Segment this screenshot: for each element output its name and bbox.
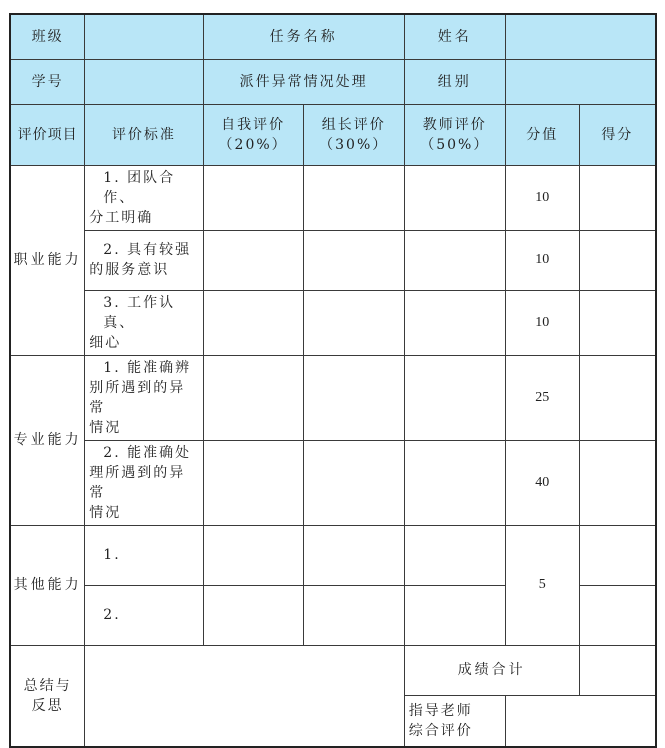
table-row <box>10 290 656 355</box>
leader-eval-cell[interactable] <box>303 230 404 290</box>
col-header-criteria: 评价标准 <box>85 104 203 165</box>
points-cell: 40 <box>505 440 579 525</box>
student-id-label: 学号 <box>10 59 85 104</box>
leader-eval-cell[interactable] <box>303 355 404 440</box>
summary-reflection-field[interactable] <box>85 645 404 747</box>
col-header-points: 分值 <box>505 104 579 165</box>
criterion-line: 别所遇到的异常 <box>89 379 186 416</box>
class-value-field[interactable] <box>85 14 203 59</box>
group-label-professional-ability: 职业能力 <box>10 165 85 355</box>
score-cell[interactable] <box>579 355 656 440</box>
table-row <box>10 525 656 585</box>
criterion-line: 2. 具有较强 <box>103 242 192 258</box>
group-label: 组别 <box>404 59 505 104</box>
teacher-comment-line: 指导老师 <box>408 702 473 719</box>
group-label-other-ability: 其他能力 <box>10 525 85 645</box>
criterion-line: 1. 团队合作、 <box>103 169 176 206</box>
total-score-cell[interactable] <box>579 645 656 695</box>
teacher-eval-label: 教师评价 <box>422 116 487 133</box>
col-header-leader-eval <box>303 104 404 165</box>
summary-label-line: 总结与 <box>23 677 72 694</box>
teacher-eval-cell[interactable] <box>404 585 505 645</box>
criterion-line: 细心 <box>89 334 122 351</box>
self-eval-cell[interactable] <box>203 230 303 290</box>
criterion-line: 情况 <box>89 419 122 436</box>
name-value-field[interactable] <box>505 14 656 59</box>
col-header-teacher-eval <box>404 104 505 165</box>
criterion-line: 的服务意识 <box>89 262 170 278</box>
score-cell[interactable] <box>579 525 656 585</box>
self-eval-cell[interactable] <box>203 525 303 585</box>
leader-eval-label: 组长评价 <box>321 116 386 133</box>
teacher-eval-cell[interactable] <box>404 165 505 230</box>
points-cell: 25 <box>505 355 579 440</box>
score-cell[interactable] <box>579 585 656 645</box>
points-cell: 10 <box>505 290 579 355</box>
table-row <box>10 440 656 525</box>
teacher-eval-weight: （50%） <box>420 136 490 153</box>
col-header-score: 得分 <box>579 104 656 165</box>
col-header-item: 评价项目 <box>10 104 85 165</box>
col-header-self-eval <box>203 104 303 165</box>
score-cell[interactable] <box>579 440 656 525</box>
table-row <box>10 165 656 230</box>
total-score-label: 成绩合计 <box>404 645 579 695</box>
student-id-value-field[interactable] <box>85 59 203 104</box>
teacher-eval-cell[interactable] <box>404 525 505 585</box>
table-row <box>10 230 656 290</box>
criterion-line: 3. 工作认真、 <box>103 294 176 331</box>
leader-eval-cell[interactable] <box>303 290 404 355</box>
self-eval-cell[interactable] <box>203 440 303 525</box>
leader-eval-cell[interactable] <box>303 165 404 230</box>
points-cell: 10 <box>505 165 579 230</box>
leader-eval-weight: （30%） <box>319 136 389 153</box>
self-eval-weight: （20%） <box>218 136 288 153</box>
self-eval-cell[interactable] <box>203 165 303 230</box>
criterion-line: 1. 能准确辨 <box>103 359 192 376</box>
evaluation-table-main <box>9 13 657 748</box>
criterion-cell <box>85 230 203 290</box>
group-value-field[interactable] <box>505 59 656 104</box>
score-cell[interactable] <box>579 165 656 230</box>
criterion-cell: 2. <box>85 585 203 645</box>
score-cell[interactable] <box>579 230 656 290</box>
teacher-eval-cell[interactable] <box>404 440 505 525</box>
class-label: 班级 <box>10 14 85 59</box>
task-name-value: 派件异常情况处理 <box>203 59 404 104</box>
self-eval-cell[interactable] <box>203 290 303 355</box>
name-label: 姓名 <box>404 14 505 59</box>
criterion-cell <box>85 440 203 525</box>
teacher-eval-cell[interactable] <box>404 355 505 440</box>
teacher-comment-line: 综合评价 <box>408 722 473 739</box>
teacher-eval-cell[interactable] <box>404 290 505 355</box>
leader-eval-cell[interactable] <box>303 525 404 585</box>
self-eval-cell[interactable] <box>203 355 303 440</box>
teacher-comment-field[interactable] <box>505 695 656 747</box>
self-eval-cell[interactable] <box>203 585 303 645</box>
task-name-label: 任务名称 <box>203 14 404 59</box>
criterion-line: 2. 能准确处 <box>103 444 192 461</box>
leader-eval-cell[interactable] <box>303 585 404 645</box>
points-cell: 5 <box>505 525 579 645</box>
criterion-cell <box>85 355 203 440</box>
criterion-cell <box>85 165 203 230</box>
summary-label-line: 反思 <box>31 697 64 714</box>
group-label-specialty-ability: 专业能力 <box>10 355 85 525</box>
points-cell: 10 <box>505 230 579 290</box>
teacher-eval-cell[interactable] <box>404 230 505 290</box>
score-cell[interactable] <box>579 290 656 355</box>
self-eval-label: 自我评价 <box>221 116 286 133</box>
teacher-comment-label <box>404 695 505 747</box>
criterion-line: 理所遇到的异常 <box>89 464 186 501</box>
summary-label-cell <box>10 645 85 747</box>
table-row <box>10 355 656 440</box>
criterion-line: 情况 <box>89 504 122 521</box>
criterion-line: 分工明确 <box>89 209 154 226</box>
criterion-cell <box>85 290 203 355</box>
leader-eval-cell[interactable] <box>303 440 404 525</box>
criterion-cell: 1. <box>85 525 203 585</box>
